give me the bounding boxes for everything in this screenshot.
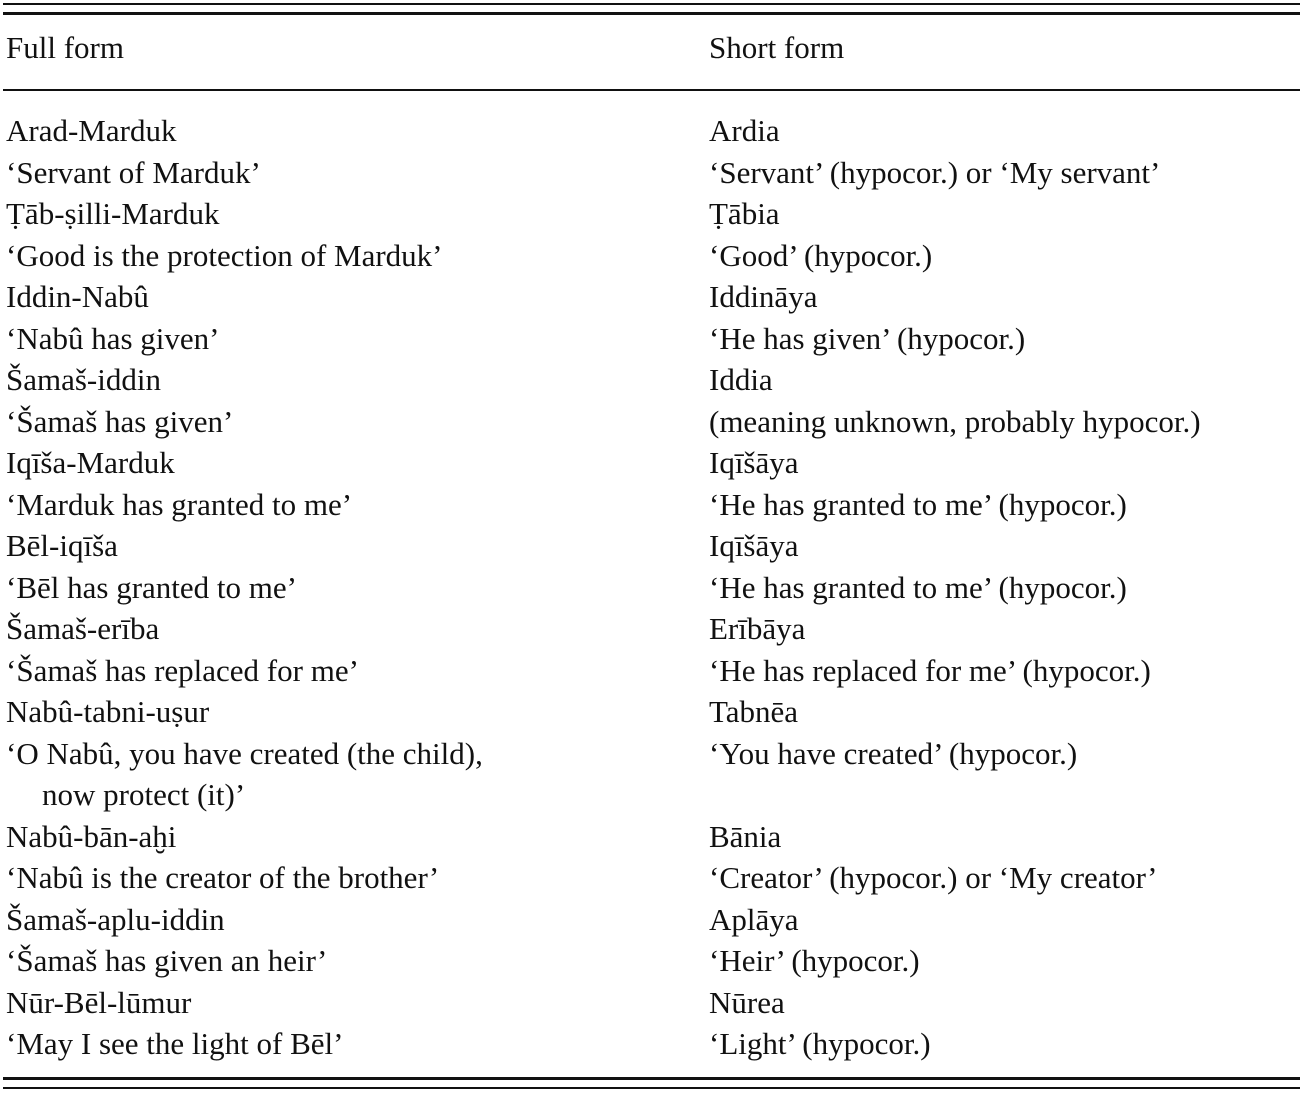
full-name: Šamaš-aplu-iddin [6,901,225,937]
full-name: Iddin-Nabû [6,279,149,314]
full-form-cell [6,276,220,359]
short-name: Erībāya [709,611,806,646]
full-meaning: now protect (it)’ [42,777,246,812]
short-name: Iqīšāya [709,445,799,480]
full-name: Šamaš-iddin [6,362,161,397]
short-meaning: (meaning unknown, probably hypocor.) [709,403,1201,439]
full-form-cell [6,525,297,608]
header-rule [3,89,1300,91]
full-meaning: ‘May I see the light of Bēl’ [6,1026,344,1061]
table-row [0,359,1305,442]
short-form-cell [709,359,1201,442]
short-form-cell [709,816,1157,899]
top-rule-thin [3,3,1300,5]
full-form-cell [6,608,359,691]
header-full-form: Full form [6,30,124,65]
full-name: Nūr-Bēl-lūmur [6,984,192,1020]
short-name: Bānia [709,818,782,854]
full-form-cell [6,982,343,1065]
short-name: Iddia [709,362,773,397]
table-header [0,30,1305,74]
table-row [0,442,1305,525]
short-meaning: ‘Servant’ (hypocor.) or ‘My servant’ [709,154,1161,190]
short-meaning: ‘Heir’ (hypocor.) [709,943,920,978]
short-meaning: ‘Good’ (hypocor.) [709,237,933,273]
full-meaning: ‘Nabû is the creator of the brother’ [6,860,440,895]
full-meaning: ‘Nabû has given’ [6,320,220,356]
short-name: Iqīšāya [709,528,799,563]
full-name: Ṭāb-ṣilli-Marduk [6,196,220,231]
short-name: Ardia [709,113,780,148]
full-name: Arad-Marduk [6,113,177,148]
table-body [0,110,1305,1065]
full-meaning: ‘Bēl has granted to me’ [6,569,297,605]
full-form-cell [6,442,352,525]
full-name: Šamaš-erība [6,611,160,646]
table-row [0,982,1305,1065]
short-meaning: ‘Light’ (hypocor.) [709,1026,931,1061]
short-meaning: ‘He has granted to me’ (hypocor.) [709,486,1127,522]
table-row [0,691,1305,816]
short-form-cell [709,442,1127,525]
header-short-form: Short form [709,30,845,65]
short-name: Iddināya [709,279,818,314]
short-meaning: ‘Creator’ (hypocor.) or ‘My creator’ [709,860,1158,895]
table-row [0,608,1305,691]
short-form-cell [709,276,1025,359]
short-form-cell [709,691,1077,774]
bottom-rule-thick [3,1077,1300,1080]
full-meaning: ‘Šamaš has replaced for me’ [6,652,359,688]
short-form-cell [709,193,932,276]
table-row [0,525,1305,608]
short-meaning: ‘He has granted to me’ (hypocor.) [709,569,1127,605]
full-meaning: ‘Šamaš has given an heir’ [6,943,328,978]
short-name: Tabnēa [709,694,799,729]
table-row [0,110,1305,193]
full-name: Iqīša-Marduk [6,445,175,480]
short-form-cell [709,899,920,982]
full-meaning: ‘Servant of Marduk’ [6,154,261,190]
top-rule-thick [3,12,1300,15]
table-row [0,276,1305,359]
short-meaning: ‘You have created’ (hypocor.) [709,735,1078,771]
short-name: Ṭābia [709,196,780,231]
short-form-cell [709,608,1151,691]
full-name: Nabû-tabni-uṣur [6,694,210,729]
short-form-cell [709,110,1160,193]
full-form-cell [6,359,233,442]
full-form-cell [6,193,442,276]
table-row [0,816,1305,899]
full-form-cell [6,691,483,816]
bottom-rule-thin [3,1087,1300,1089]
table-row [0,899,1305,982]
full-meaning: ‘O Nabû, you have created (the child), [6,735,483,771]
short-form-cell [709,525,1127,608]
short-meaning: ‘He has given’ (hypocor.) [709,320,1026,356]
table-row [0,193,1305,276]
short-meaning: ‘He has replaced for me’ (hypocor.) [709,652,1151,688]
full-form-cell [6,899,327,982]
full-form-cell [6,110,261,193]
full-meaning: ‘Šamaš has given’ [6,403,234,439]
full-name: Nabû-bān-aḫi [6,818,177,854]
full-form-cell [6,816,439,899]
full-name: Bēl-iqīša [6,528,118,563]
short-form-cell [709,982,931,1065]
full-meaning: ‘Marduk has granted to me’ [6,486,353,522]
short-name: Nūrea [709,984,785,1020]
full-meaning: ‘Good is the protection of Marduk’ [6,237,443,273]
short-name: Aplāya [709,901,799,937]
